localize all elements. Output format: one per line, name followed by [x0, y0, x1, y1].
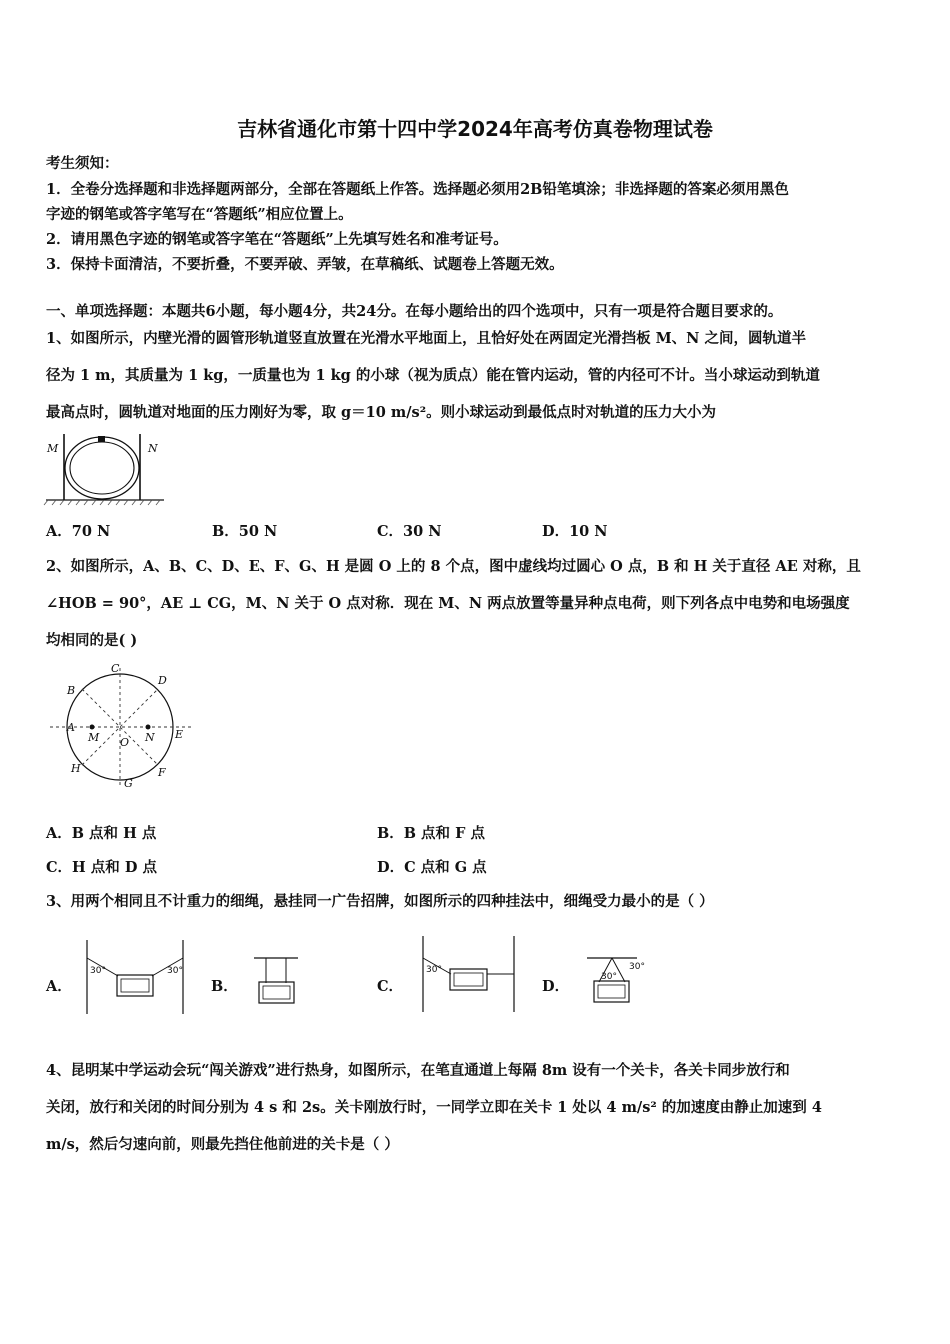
q2-option-b[interactable]: B．B 点和 F 点 — [377, 825, 485, 842]
label-F: F — [158, 766, 166, 779]
label-B: B — [67, 684, 76, 697]
q1-figure — [44, 432, 169, 507]
page-title: 吉林省通化市第十四中学2024年高考仿真卷物理试卷 — [237, 117, 713, 141]
angle-label-d2: 30° — [629, 962, 645, 972]
q3-figure-d — [585, 954, 655, 1008]
label-O: O — [120, 736, 130, 749]
angle-label-c: 30° — [426, 965, 442, 975]
label-C: C — [111, 662, 120, 675]
q2-circle-figure — [44, 660, 204, 795]
q2-option-c[interactable]: C．H 点和 D 点 — [46, 859, 157, 876]
q2-line-1: 2、如图所示，A、B、C、D、E、F、G、H 是圆 O 上的 8 个点，图中虚线均过圆心 O 点，B 和 H 关于直径 AE 对称，且 — [46, 558, 861, 575]
notice-item-2: 2．请用黑色字迹的钢笔或答字笔在“答题纸”上先填写姓名和准考证号。 — [46, 231, 508, 248]
section-heading: 一、单项选择题：本题共6小题，每小题4分，共24分。在每小题给出的四个选项中，只有一项是符合题目要求的。 — [46, 303, 783, 320]
angle-label-a2: 30° — [167, 966, 183, 976]
q3-line-1: 3、用两个相同且不计重力的细绳，悬挂同一广告招牌，如图所示的四种挂法中，细绳受力最小的是（ ） — [46, 893, 714, 910]
q4-line-2: 关闭，放行和关闭的时间分别为 4 s 和 2s。关卡刚放行时，一同学立即在关卡 1 处以 4 m/s² 的加速度由静止加速到 4 — [46, 1099, 822, 1116]
label-H: H — [71, 762, 81, 775]
notice-item-1a: 1．全卷分选择题和非选择题两部分，全部在答题纸上作答。选择题必须用2B铅笔填涂；非选择题的答案必须用黑色 — [46, 181, 789, 198]
q2-line-2: ∠HOB = 90°，AE ⊥ CG，M、N 关于 O 点对称．现在 M、N 两点放置等量异种点电荷，则下列各点中电势和电场强度 — [46, 595, 850, 612]
q2-line-3: 均相同的是( ) — [46, 632, 138, 649]
label-D: D — [158, 674, 167, 687]
q4-line-1: 4、昆明某中学运动会玩“闯关游戏”进行热身，如图所示，在笔直通道上每隔 8m 设有一个关卡，各关卡同步放行和 — [46, 1062, 790, 1079]
q3-figure-c — [419, 936, 519, 1016]
notice-item-3: 3．保持卡面清洁，不要折叠，不要弄破、弄皱，在草稿纸、试题卷上答题无效。 — [46, 256, 564, 273]
notice-item-1b: 字迹的钢笔或答字笔写在“答题纸”相应位置上。 — [46, 206, 353, 223]
q3-option-a[interactable]: A． — [46, 978, 72, 995]
q1-line-1: 1、如图所示，内壁光滑的圆管形轨道竖直放置在光滑水平地面上，且恰好处在两固定光滑挡板 M、N 之间，圆轨道半 — [46, 330, 806, 347]
q2-option-a[interactable]: A．B 点和 H 点 — [46, 825, 157, 842]
angle-label-d1: 30° — [601, 972, 617, 982]
q3-figure-b — [252, 955, 302, 1007]
label-A: A — [67, 721, 75, 734]
fig-label-M: M — [47, 442, 59, 455]
q1-option-b[interactable]: B．50 N — [212, 523, 278, 540]
notice-heading: 考生须知： — [46, 155, 119, 172]
q1-option-a[interactable]: A．70 N — [46, 523, 111, 540]
q1-option-d[interactable]: D．10 N — [542, 523, 608, 540]
q1-line-3: 最高点时，圆轨道对地面的压力刚好为零，取 g＝10 m/s²。则小球运动到最低点时对轨道的压力大小为 — [46, 404, 717, 421]
q3-option-c[interactable]: C． — [377, 978, 404, 995]
q3-option-d[interactable]: D． — [542, 978, 570, 995]
q2-option-d[interactable]: D．C 点和 G 点 — [377, 859, 487, 876]
label-N: N — [145, 731, 155, 744]
q4-line-3: m/s，然后匀速向前，则最先挡住他前进的关卡是（ ） — [46, 1136, 399, 1153]
q1-line-2: 径为 1 m，其质量为 1 kg，一质量也为 1 kg 的小球（视为质点）能在管内运动，管的内径可不计。当小球运动到轨道 — [46, 367, 820, 384]
q3-figure-a — [84, 940, 189, 1016]
fig-label-N: N — [148, 442, 158, 455]
label-M: M — [88, 731, 100, 744]
q1-option-c[interactable]: C．30 N — [377, 523, 442, 540]
angle-label-a1: 30° — [90, 966, 106, 976]
label-G: G — [124, 777, 133, 790]
q3-option-b[interactable]: B． — [211, 978, 238, 995]
ball-marker — [98, 436, 105, 442]
label-E: E — [175, 728, 184, 741]
